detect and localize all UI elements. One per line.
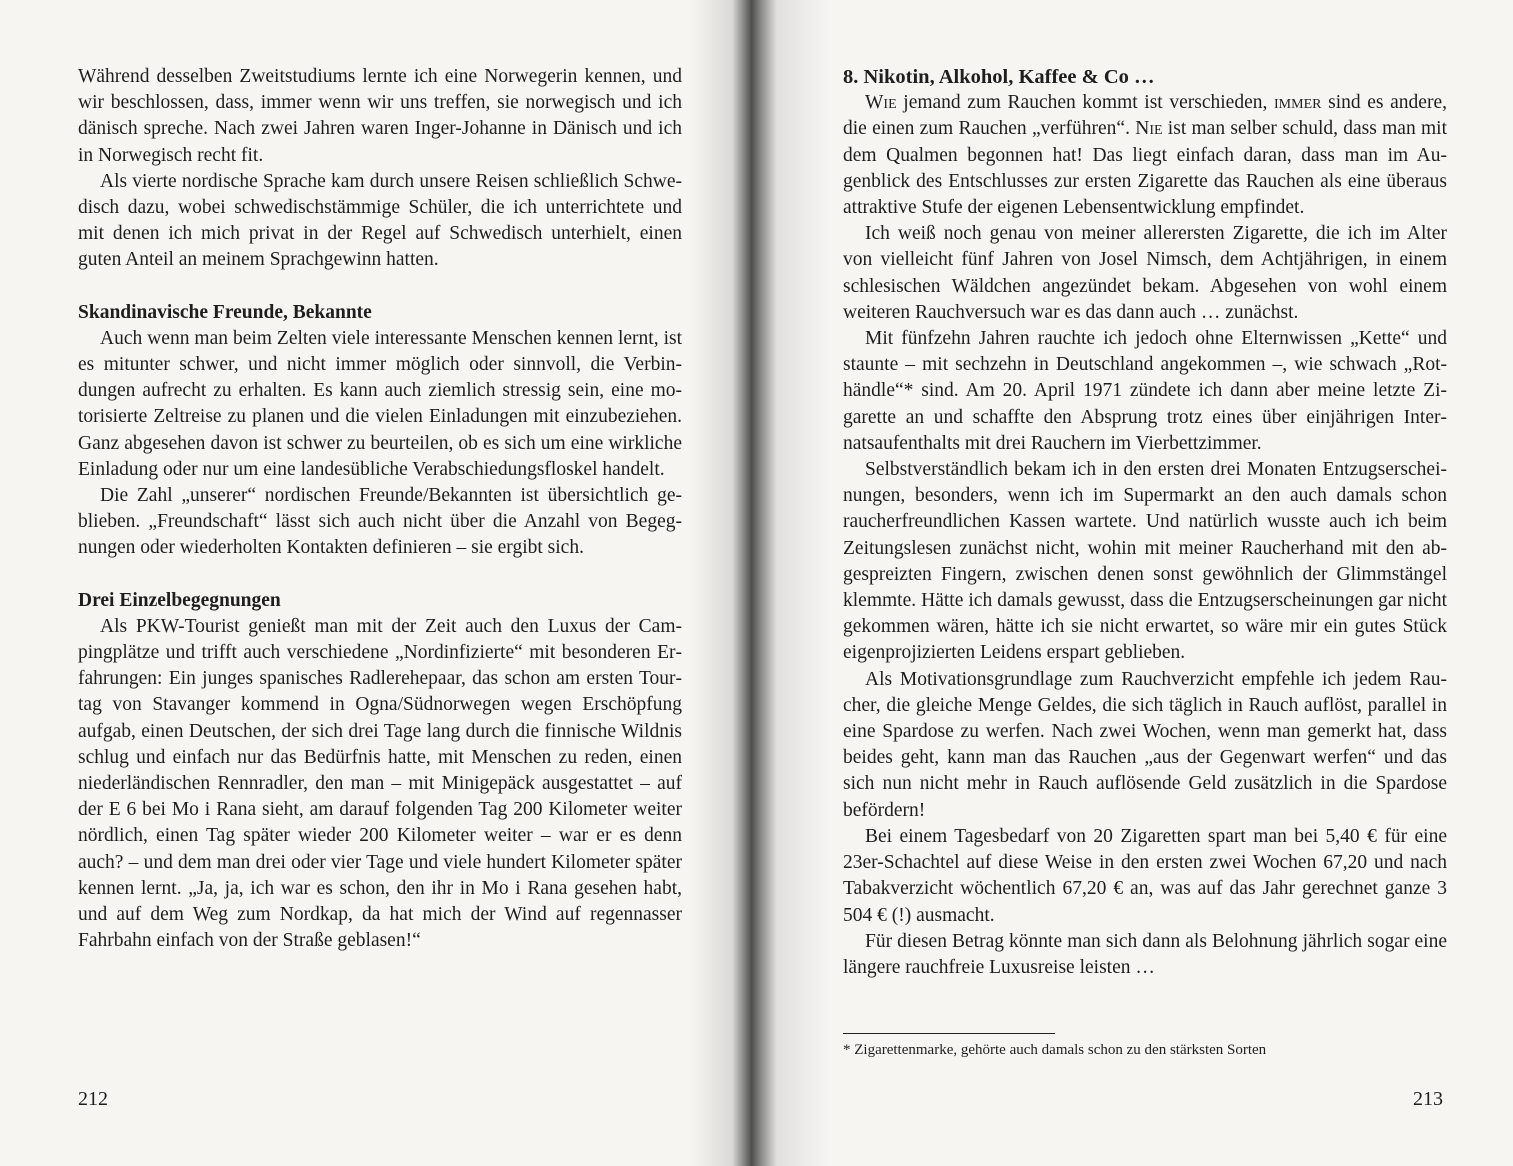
left-text-column xyxy=(78,64,682,955)
left-page xyxy=(0,0,756,1166)
text-run: jemand zum Rauchen kommt ist verschieden, xyxy=(896,92,1275,114)
paragraph: Als vierte nordische Sprache kam durch unsere Reisen schließlich Schwedisch dazu, wobei schwedischstämmige Schüler, die ich unterrichtete und mit denen ich mich privat in der Regel auf Schwedisch unterhielt, einen guten Anteil an meinem Sprachgewinn hatten. xyxy=(78,170,682,271)
page-number: 212 xyxy=(78,1088,108,1110)
paragraph: Als PKW-Tourist genießt man mit der Zeit auch den Luxus der Campingplätze und trifft auch verschiedene „Nordinfizierte“ mit besonderen Erfahrungen: Ein junges spanisches Radlerehepaar, das schon am ersten Tourtag von Stavanger kommend in Ogna/Südnorwegen wegen Erschöpfung aufgab, einen Deutschen, der sich drei Tage lang durch die finnische Wildnis schlug und einfach nur das Bedürfnis hatte, mit Menschen zu reden, einen niederländischen Rennradler, den man – mit Minigepäck ausgestattet – auf der E 6 bei Mo i Rana sieht, am darauf folgenden Tag 200 Kilometer weiter nördlich, einen Tag später wieder 200 Kilometer weiter – war er es denn auch? – und dem man drei oder vier Tage und viele hundert Kilometer später kennen lernt. „Ja, ja, ich war es schon, den ihr in Mo i Rana gesehen habt, und auf dem Weg zum Nordkap, da hat mich der Wind auf regennasser Fahrbahn einfach von der Straße geblasen!“ xyxy=(78,615,682,952)
paragraph: Während desselben Zweitstudiums lernte ich eine Norwegerin kennen, und wir beschlossen, dass, immer wenn wir uns treffen, sie norwegisch und ich dänisch spreche. Nach zwei Jahren waren Inger-Johanne in Dänisch und ich in Norwegisch recht fit. xyxy=(78,66,682,166)
text-run: sind es andere, die einen zum Rauchen „verführen“. xyxy=(843,92,1447,140)
footnote: * Zigarettenmarke, gehörte auch damals schon zu den stärksten Sorten xyxy=(843,1042,1267,1058)
paragraph: Für diesen Betrag könnte man sich dann als Belohnung jährlich sogar eine längere rauchfreie Luxusreise leisten … xyxy=(843,930,1447,978)
right-text-column xyxy=(843,64,1447,981)
small-caps-word: Wie xyxy=(865,92,897,114)
paragraph: Als Motivationsgrundlage zum Rauchverzicht empfehle ich jedem Raucher, die gleiche Menge Geldes, die sich täglich in Rauch auflöst, parallel in eine Spardose zu werfen. Nach zwei Wochen, wenn man gemerkt hat, dass beides geht, kann man das Rauchen „aus der Gegenwart werfen“ und das sich nun nicht mehr in Rauch auflösende Geld zusätzlich in die Spardose befördern! xyxy=(843,668,1447,821)
paragraph: Ich weiß noch genau von meiner allerersten Zigarette, die ich im Alter von vielleicht fünf Jahren von Josel Nimsch, dem Achtjährigen, in einem schlesischen Wäldchen angezündet bekam. Abgesehen von wohl einem weiteren Rauchversuch war es das dann auch … zunächst. xyxy=(843,223,1447,323)
paragraph: Auch wenn man beim Zelten viele interessante Menschen kennen lernt, ist es mitunter schwer, und nicht immer möglich oder sinnvoll, die Verbindungen aufrecht zu erhalten. Es kann auch ziemlich stressig sein, eine motorisierte Zeltreise zu planen und die vielen Einladungen mit einzubeziehen. Ganz abgesehen davon ist schwer zu beurteilen, ob es sich um eine wirkliche Einladung oder nur um eine landesübliche Verabschiedungsfloskel handelt. xyxy=(78,327,682,480)
footnote-divider xyxy=(843,1033,1055,1034)
small-caps-word: immer xyxy=(1274,92,1322,114)
paragraph: Die Zahl „unserer“ nordischen Freunde/Bekannten ist übersichtlich geblieben. „Freundschaft“ lässt sich auch nicht über die Anzahl von Begegnungen oder wiederholten Kontakten definieren – sie ergibt sich. xyxy=(78,485,682,559)
paragraph: Mit fünfzehn Jahren rauchte ich jedoch ohne Elternwissen „Kette“ und staunte – mit sechzehn in Deutschland angekommen –, wie schwach „Rothändle“* sind. Am 20. April 1971 zündete ich dann aber meine letzte Zigarette an und schaffte den Absprung trotz eines über einjährigen Internatsaufenthalts mit drei Rauchern im Vierbettzimmer. xyxy=(843,328,1447,454)
paragraph: Bei einem Tagesbedarf von 20 Zigaretten spart man bei 5,40 € für eine 23er-Schachtel auf diese Weise in den ersten zwei Wochen 67,20 und nach Tabakverzicht wöchentlich 67,20 € an, was auf das Jahr gerechnet ganze 3 504 € (!) ausmacht. xyxy=(843,825,1447,926)
section-heading: Drei Einzelbegegnungen xyxy=(78,589,281,611)
text-run: ist man selber schuld, dass man mit dem Qualmen begonnen hat! Das liegt einfach daran, dass man im Augenblick des Entschlusses zur ersten Zigarette das Rauchen als eine überaus attraktive Stufe der eigenen Lebensentwicklung empfindet. xyxy=(843,118,1447,219)
page-number: 213 xyxy=(1413,1088,1443,1110)
chapter-heading: 8. Nikotin, Alkohol, Kaffee & Co … xyxy=(843,66,1155,88)
paragraph: Selbstverständlich bekam ich in den ersten drei Monaten Entzugserscheinungen, besonders, wenn ich im Supermarkt an den auch damals schon raucherfreundlichen Kassen wartete. Und natürlich wusste auch ich beim Zeitungslesen zunächst nicht, wohin mit meiner Raucherhand mit den abgespreizten Fingern, zwischen denen sonst gewöhnlich der Glimmstängel klemmte. Hätte ich damals gewusst, dass die Entzugserscheinungen gar nicht gekommen wären, hätte ich sie nicht erwartet, so wäre mir ein gutes Stück eigenprojizierten Leidens erspart geblieben. xyxy=(843,459,1447,664)
section-heading: Skandinavische Freunde, Bekannte xyxy=(78,301,372,323)
small-caps-word: Nie xyxy=(1135,118,1163,140)
right-page xyxy=(757,0,1513,1166)
paragraph xyxy=(843,90,1447,221)
